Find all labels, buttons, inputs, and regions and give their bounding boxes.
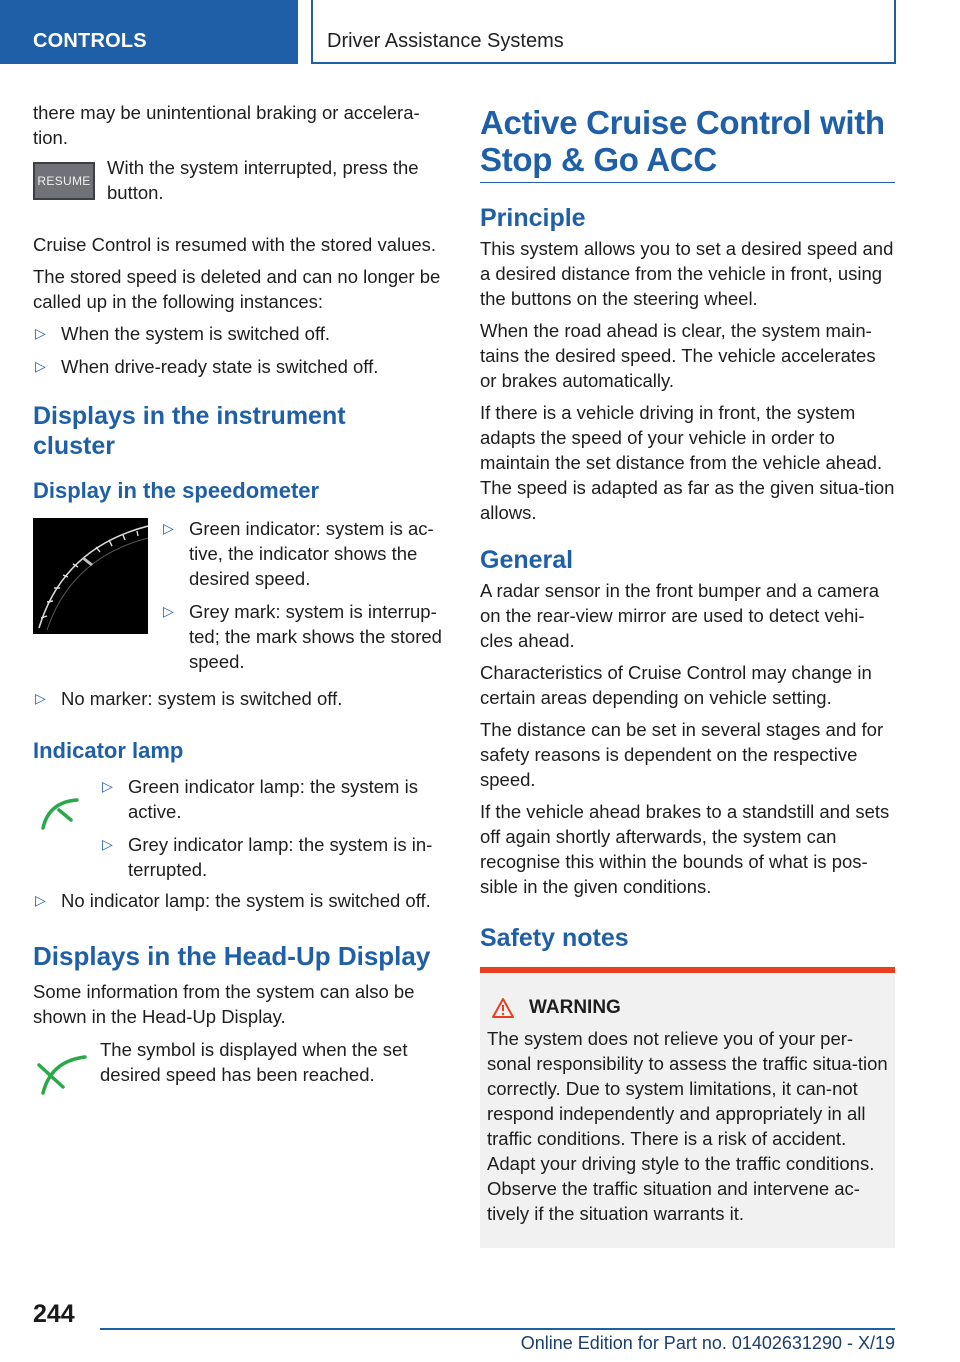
right-column — [480, 100, 895, 1248]
bullet-triangle-icon: ▷ — [35, 325, 46, 341]
page-header — [0, 0, 960, 66]
lamp-list — [100, 774, 450, 890]
warning-title: WARNING — [487, 995, 888, 1020]
principle-paragraph: When the road ahead is clear, the system main-tains the desired speed. The vehicle accelerates or brakes automatically. — [480, 320, 876, 391]
hud-heading: Displays in the Head-Up Display — [33, 941, 431, 971]
principle-heading: Principle — [480, 204, 586, 232]
list-item: ▷ Grey indicator lamp: the system is in-terrupted. — [102, 834, 433, 880]
list-item: ▷ No indicator lamp: the system is switched off. — [35, 890, 431, 911]
resume-text: With the system interrupted, press the button. — [107, 157, 419, 203]
list-item: ▷ Grey mark: system is interrup-ted; the mark shows the stored speed. — [163, 601, 442, 672]
bullet-triangle-icon: ▷ — [102, 836, 113, 852]
speedo-heading: Display in the speedometer — [33, 478, 320, 503]
bullet-triangle-icon: ▷ — [35, 358, 46, 374]
hud-row — [33, 1037, 448, 1107]
list-item: ▷ When the system is switched off. — [35, 323, 331, 344]
principle-paragraph: This system allows you to set a desired speed and a desired distance from the vehicle in front, using the buttons on the steering wheel. — [480, 238, 894, 309]
speedometer-image — [33, 518, 148, 634]
page-number: 244 — [33, 1300, 75, 1328]
bullet-triangle-icon: ▷ — [163, 603, 174, 619]
hud-symbol-text: The symbol is displayed when the set desired speed has been reached. — [100, 1039, 408, 1085]
left-column — [33, 100, 448, 1107]
deleted-text: The stored speed is deleted and can no longer be called up in the following instances: — [33, 266, 441, 312]
general-paragraph: Characteristics of Cruise Control may change in certain areas depending on vehicle setting. — [480, 662, 872, 708]
general-paragraph: The distance can be set in several stages and for safety reasons is dependent on the respective speed. — [480, 719, 884, 790]
edition-text: Online Edition for Part no. 01402631290 - X/19 — [520, 1333, 895, 1353]
bullet-triangle-icon: ▷ — [163, 520, 174, 536]
lamp-heading: Indicator lamp — [33, 738, 184, 763]
general-paragraph: If the vehicle ahead brakes to a standstill and sets off again shortly afterwards, the system can recognise this within the bounds of what is pos-sible in the given conditions. — [480, 801, 890, 897]
resume-row — [33, 157, 448, 212]
displays-heading: Displays in the instrument cluster — [33, 402, 346, 460]
list-item: ▷ Green indicator lamp: the system is active. — [102, 776, 418, 822]
hud-cruise-icon — [33, 1043, 93, 1103]
cruise-lamp-icon — [33, 786, 85, 838]
hud-text: Some information from the system can also be shown in the Head-Up Display. — [33, 981, 415, 1027]
warning-text: The system does not relieve you of your per-sonal responsibility to assess the traffic situa-tion correctly. Due to system limitations, it can-not respond independently and appropriately in all traffic conditions. There is a risk of accident. Adapt your driving style to the traffic conditions. Observe the traffic situation and intervene ac-tively if the situation warrants it. — [487, 1028, 888, 1224]
intro-text: there may be unintentional braking or accelera-tion. — [33, 102, 420, 148]
safety-heading: Safety notes — [480, 924, 629, 952]
speedo-row — [33, 518, 448, 686]
resumed-text: Cruise Control is resumed with the stored values. — [33, 234, 437, 255]
principle-paragraph: If there is a vehicle driving in front, the system adapts the speed of your vehicle in order to maintain the set distance from the vehicle ahead. The speed is adapted as far as the given situa-tion allows. — [480, 402, 895, 523]
resume-button-icon: RESUME — [33, 162, 95, 200]
bullet-triangle-icon: ▷ — [102, 778, 113, 794]
lamp-row — [33, 776, 448, 888]
bullet-triangle-icon: ▷ — [35, 892, 46, 908]
list-item: ▷ No marker: system is switched off. — [35, 688, 343, 709]
section-tab[interactable]: CONTROLS — [0, 0, 298, 64]
general-heading: General — [480, 546, 574, 574]
warning-triangle-icon — [491, 997, 515, 1019]
warning-box — [480, 967, 895, 1248]
footer-divider — [100, 1328, 895, 1330]
bullet-triangle-icon: ▷ — [35, 690, 46, 706]
general-paragraph: A radar sensor in the front bumper and a camera on the rear-view mirror are used to detect vehi-cles ahead. — [480, 580, 879, 651]
speedo-list — [161, 516, 451, 682]
section-title: Active Cruise Control with Stop & Go ACC — [480, 104, 895, 183]
chapter-title[interactable]: Driver Assistance Systems — [311, 0, 896, 64]
list-item: ▷ Green indicator: system is ac-tive, the indicator shows the desired speed. — [163, 518, 434, 589]
list-item: ▷ When drive-ready state is switched off. — [35, 356, 379, 377]
